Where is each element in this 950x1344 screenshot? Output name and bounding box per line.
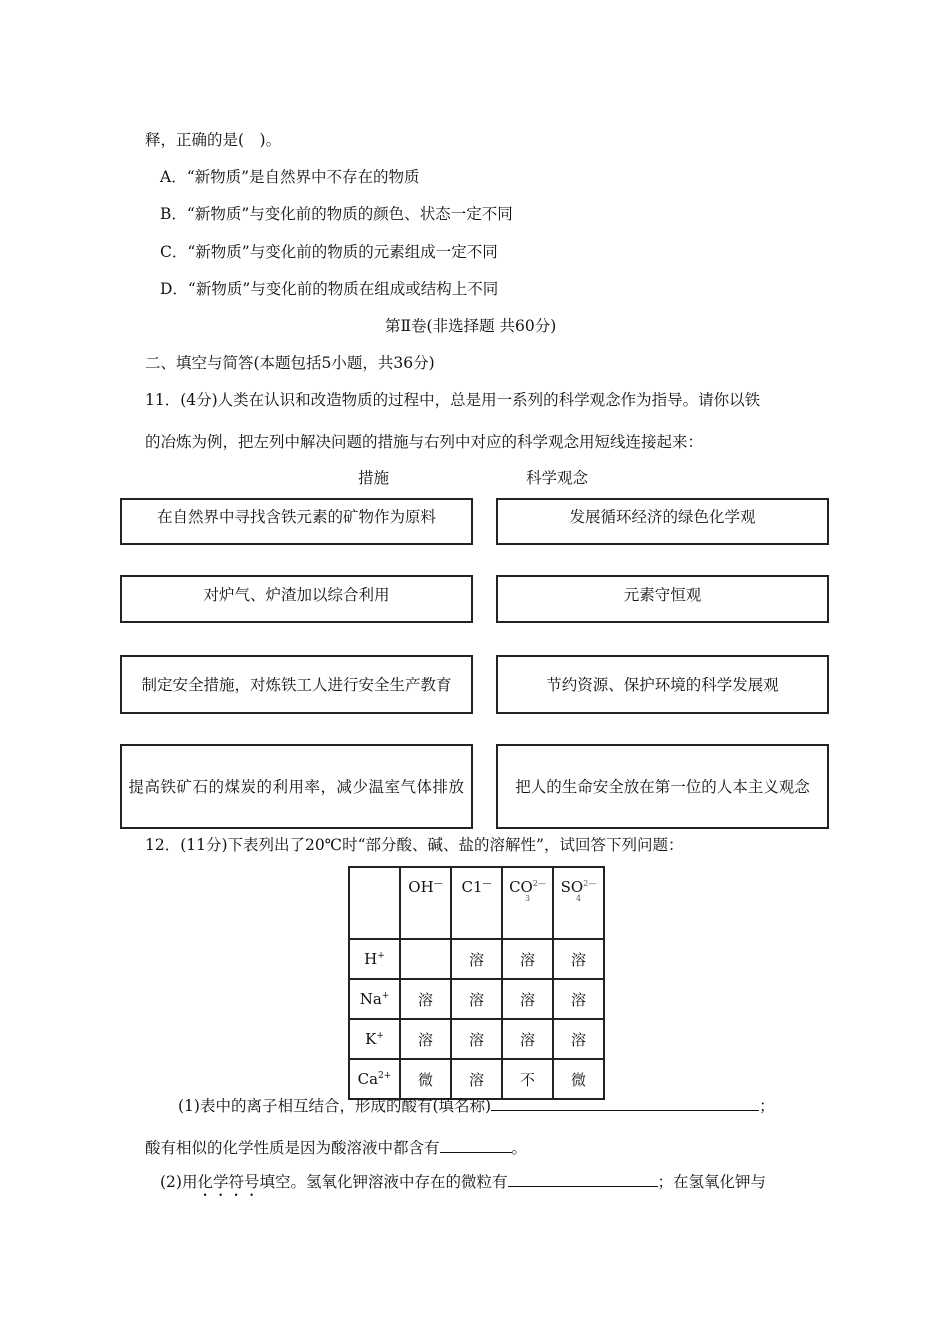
solubility-table [348,866,605,1100]
q12-intro: 12．(11分)下表列出了20℃时“部分酸、碱、盐的溶解性”，试回答下列问题： [145,836,684,854]
concept-box-3 [496,655,829,714]
measure-text-1: 在自然界中寻找含铁元素的矿物作为原料 [156,508,436,526]
table-cell: 溶 [553,1019,604,1059]
table-cell: 微 [400,1059,451,1099]
measure-box-4 [120,744,473,829]
table-row [349,939,604,979]
corner-cell [349,867,400,939]
q12-1-line1: (1)表中的离子相互结合，形成的酸有(填名称) ； [178,1094,775,1116]
answer-blank-common-ion[interactable] [440,1136,512,1153]
table-cell: 溶 [400,1019,451,1059]
measure-box-3 [120,655,473,714]
table-row [349,1059,604,1099]
q10-option-b: B．“新物质”与变化前的物质的颜色、状态一定不同 [160,205,513,223]
concept-text-2: 元素守恒观 [623,586,702,604]
table-cell: 溶 [502,979,553,1019]
q10-option-a: A．“新物质”是自然界中不存在的物质 [160,168,420,186]
table-cell: 溶 [502,1019,553,1059]
concept-text-4: 把人的生命安全放在第一位的人本主义观念 [515,777,810,796]
anion-header: C1— [451,867,502,939]
measure-box-1 [120,498,473,545]
left-column-header: 措施 [358,469,390,487]
emphasized-term: 化学符号 [197,1173,260,1191]
answer-blank-acids[interactable] [491,1094,759,1111]
concept-box-1 [496,498,829,545]
q10-option-d: D．“新物质”与变化前的物质在组成或结构上不同 [160,280,499,298]
cation-cell: H+ [349,939,400,979]
concept-text-3: 节约资源、保护环境的科学发展观 [546,675,779,694]
measure-box-2 [120,575,473,623]
table-row [349,979,604,1019]
q11-line1: 11．(4分)人类在认识和改造物质的过程中，总是用一系列的科学观念作为指导。请你以铁 [145,391,761,409]
q11-line2: 的冶炼为例，把左列中解决问题的措施与右列中对应的科学观念用短线连接起来： [145,433,704,451]
table-row [349,1019,604,1059]
concept-box-2 [496,575,829,623]
part2-title: 第Ⅱ卷(非选择题 共60分) [385,317,557,335]
table-cell: 溶 [451,939,502,979]
table-cell: 溶 [553,939,604,979]
table-cell: 微 [553,1059,604,1099]
section2-heading: 二、填空与简答(本题包括5小题，共36分) [145,354,435,372]
q12-1-prompt: (1)表中的离子相互结合，形成的酸有(填名称) [178,1097,492,1115]
concept-text-1: 发展循环经济的绿色化学观 [569,508,756,526]
anion-header: $CO^{2—}$ 3 [502,867,553,939]
measure-text-2: 对炉气、炉渣加以综合利用 [203,586,390,604]
cation-cell: $Ca^{2+}$ [349,1059,400,1099]
answer-blank-particles[interactable] [508,1170,658,1187]
table-cell: 不 [502,1059,553,1099]
table-cell: 溶 [451,1019,502,1059]
q10-option-c: C．“新物质”与变化前的物质的元素组成一定不同 [160,243,498,261]
cation-cell: Na+ [349,979,400,1019]
anion-header: OH— [400,867,451,939]
q12-1-line2: 酸有相似的化学性质是因为酸溶液中都含有 。 [145,1136,527,1158]
table-cell [400,939,451,979]
q12-1-prompt-2: 酸有相似的化学性质是因为酸溶液中都含有 [145,1139,440,1157]
table-header-row [349,867,604,939]
table-cell: 溶 [400,979,451,1019]
q12-2-line1: (2)用化学符号填空。氢氧化钾溶液中存在的微粒有 ；在氢氧化钾与 [160,1170,766,1200]
anion-header: $SO^{2—}$ 4 [553,867,604,939]
table-cell: 溶 [451,1059,502,1099]
table-cell: 溶 [553,979,604,1019]
concept-box-4 [496,744,829,829]
q10-stem-tail: 释，正确的是( )。 [145,131,282,149]
right-column-header: 科学观念 [526,469,589,487]
cation-cell: K+ [349,1019,400,1059]
measure-text-4: 提高铁矿石的煤炭的利用率，减少温室气体排放 [128,777,465,796]
table-cell: 溶 [502,939,553,979]
measure-text-3: 制定安全措施，对炼铁工人进行安全生产教育 [141,675,452,694]
table-cell: 溶 [451,979,502,1019]
